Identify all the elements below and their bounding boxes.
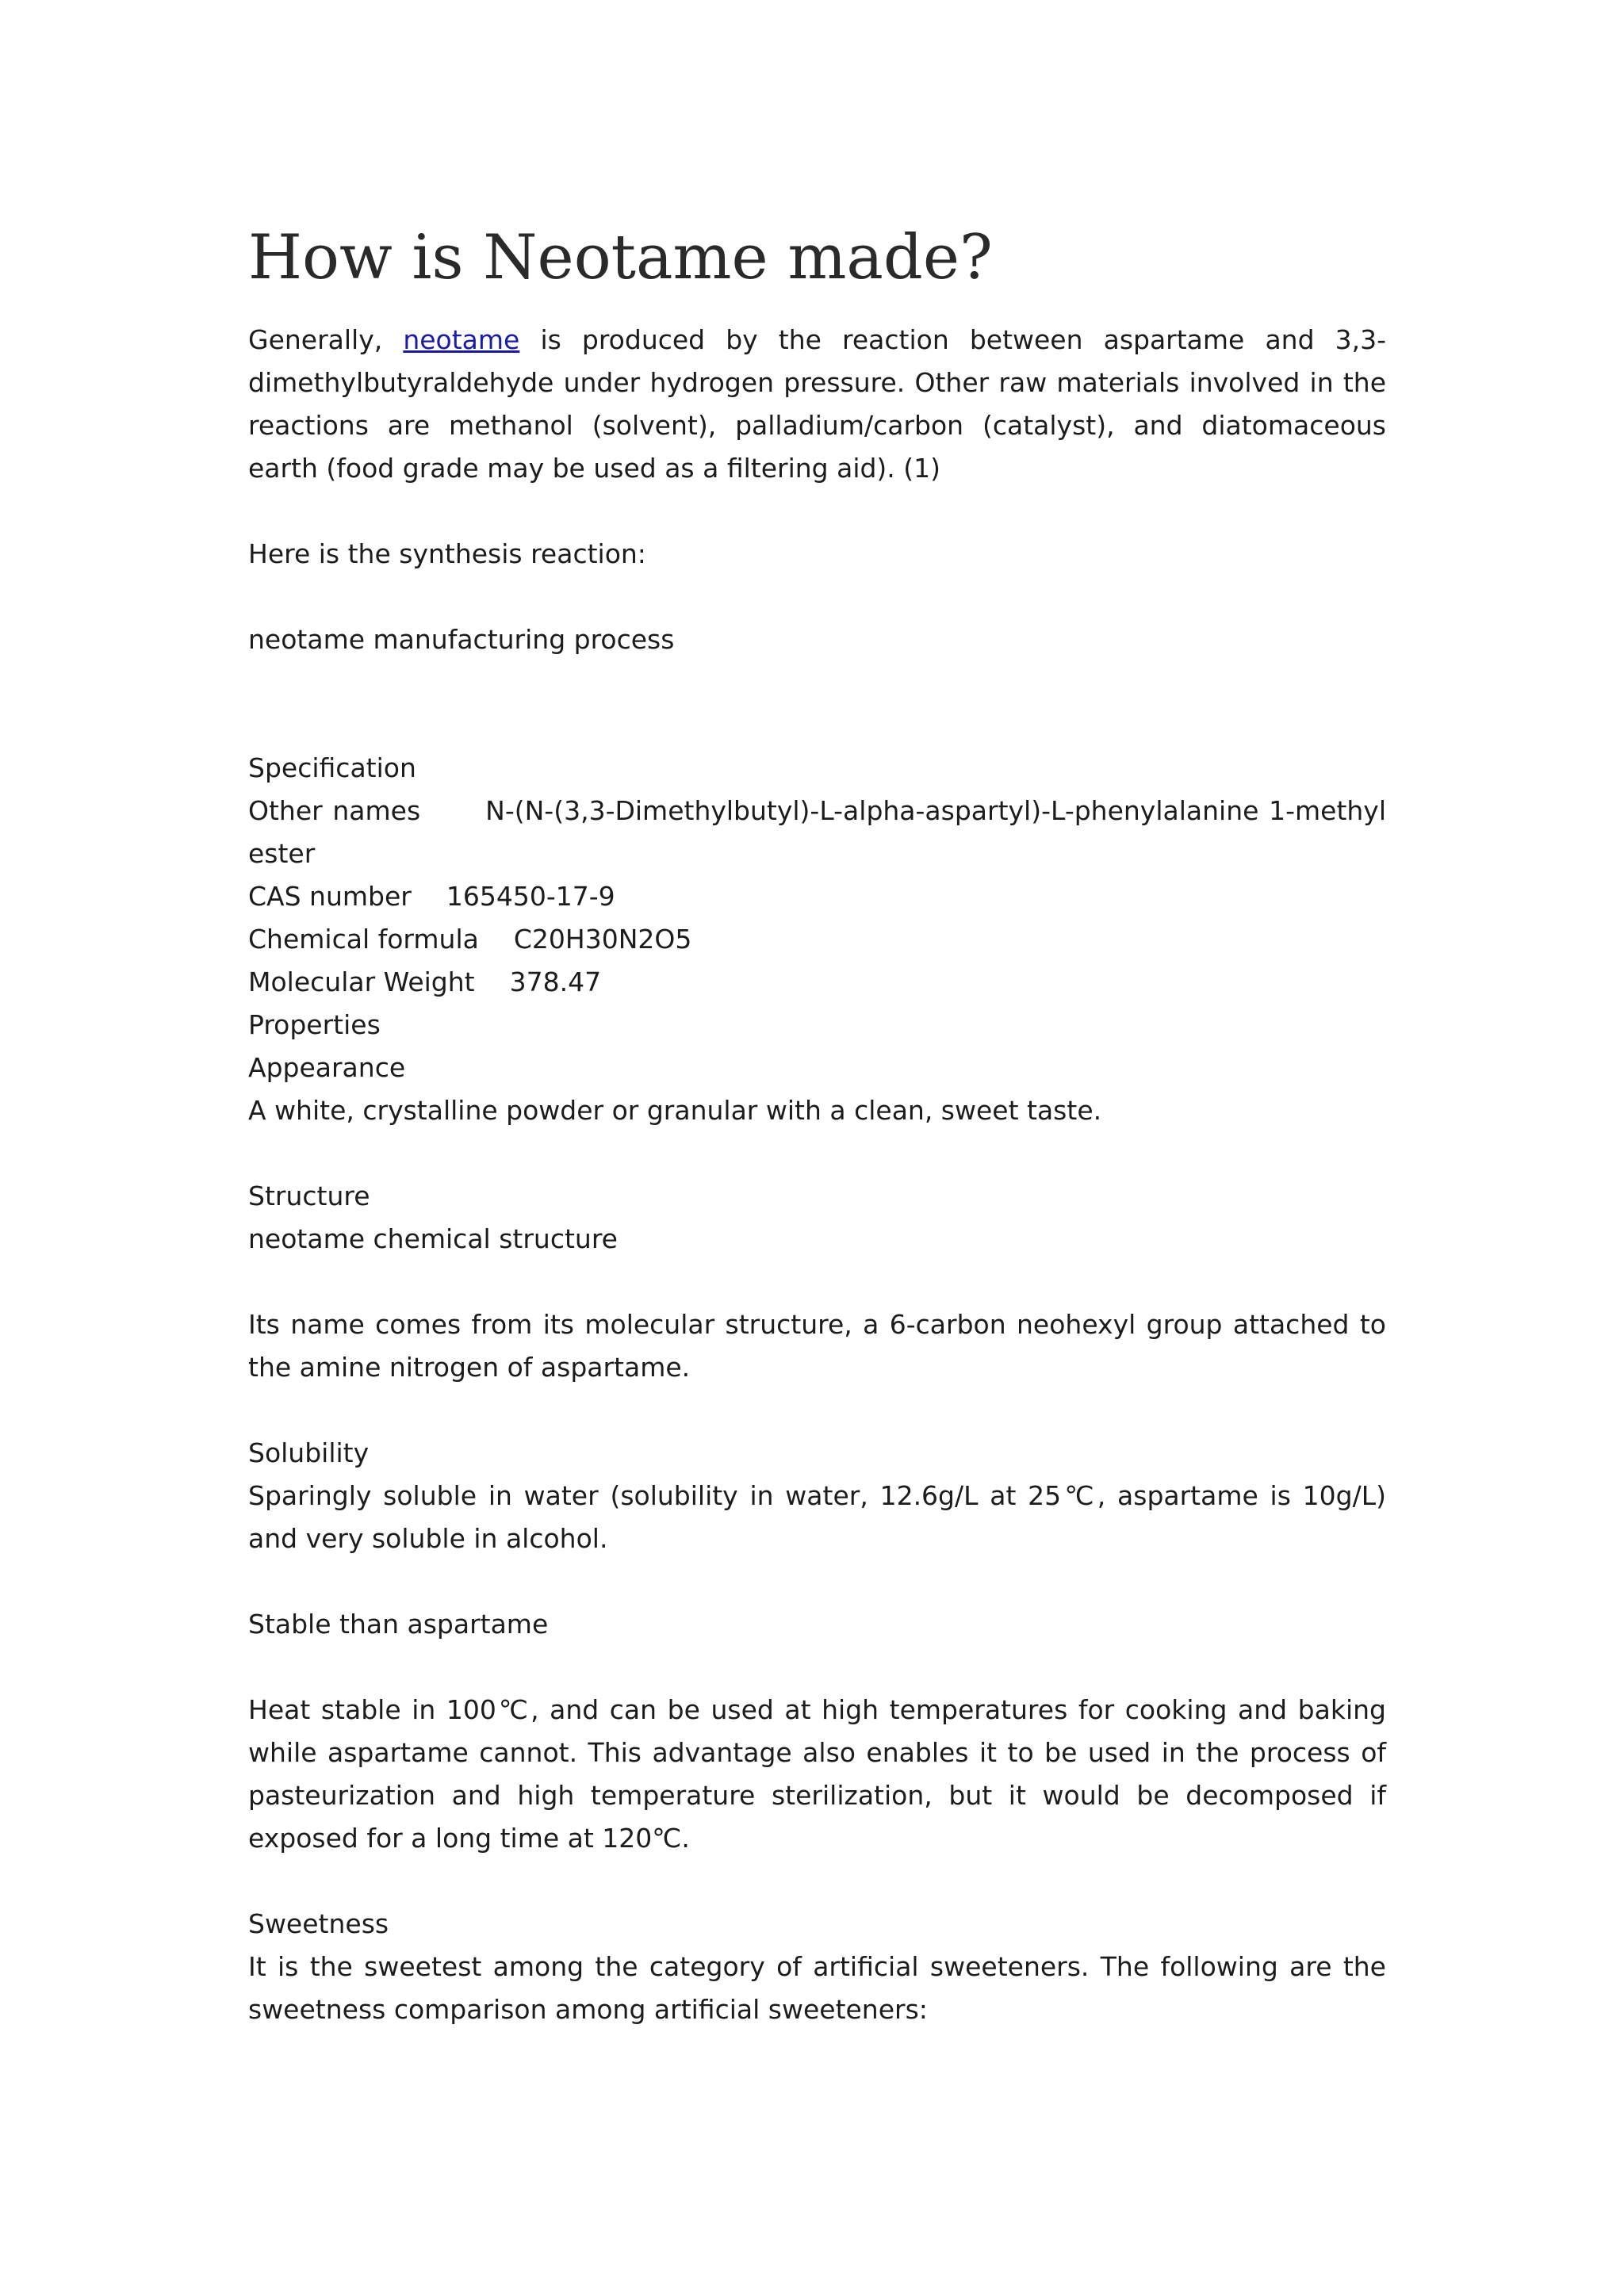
intro-text-rest: is produced by the reaction between aspartame and 3,3-dimethylbutyraldehyde under hydrogen pressure. Other raw materials involved in the reactions are methanol (solvent), palladium/carbon (catalyst), and diatomaceous earth (food grade may be used as a filtering aid). (1) — [248, 324, 1386, 484]
document-page — [248, 214, 1386, 2031]
specification-heading: Specification — [248, 752, 416, 783]
intro-paragraph — [248, 319, 1386, 490]
intro-text-start: Generally, — [248, 324, 404, 355]
cas-row — [248, 875, 1386, 918]
sweetness-heading: Sweetness — [248, 1908, 389, 1939]
name-origin-paragraph: Its name comes from its molecular structure, a 6-carbon neohexyl group attached to the amine nitrogen of aspartame. — [248, 1309, 1386, 1383]
molecular-weight-label: Molecular Weight — [248, 966, 475, 997]
page-title: How is Neotame made? — [248, 222, 993, 293]
solubility-text: Sparingly soluble in water (solubility in water, 12.6g/L at 25℃, aspartame is 10g/L) and very soluble in alcohol. — [248, 1480, 1386, 1554]
appearance-text: A white, crystalline powder or granular with a clean, sweet taste. — [248, 1095, 1102, 1126]
process-image-caption: neotame manufacturing process — [248, 624, 675, 655]
appearance-heading: Appearance — [248, 1052, 406, 1083]
structure-image-caption: neotame chemical structure — [248, 1223, 618, 1254]
formula-label: Chemical formula — [248, 924, 479, 955]
sweetness-text: It is the sweetest among the category of artificial sweeteners. The following are the sweetness comparison among artificial sweeteners: — [248, 1951, 1386, 2025]
molecular-weight-row — [248, 961, 1386, 1004]
other-names-value: N-(N-(3,3-Dimethylbutyl)-L-alpha-aspartyl)-L-phenylalanine 1-methyl ester — [248, 795, 1386, 869]
solubility-heading: Solubility — [248, 1437, 370, 1468]
synthesis-label: Here is the synthesis reaction: — [248, 538, 646, 569]
molecular-weight-value: 378.47 — [509, 966, 602, 997]
structure-heading: Structure — [248, 1181, 370, 1211]
other-names-label: Other names — [248, 795, 421, 826]
properties-heading: Properties — [248, 1009, 381, 1040]
cas-value: 165450-17-9 — [446, 881, 615, 912]
formula-row — [248, 918, 1386, 961]
other-names-row — [248, 790, 1386, 875]
cas-label: CAS number — [248, 881, 412, 912]
stability-heading: Stable than aspartame — [248, 1609, 549, 1640]
neotame-link[interactable]: neotame — [403, 324, 520, 355]
formula-value: C20H30N2O5 — [513, 924, 692, 955]
stability-text: Heat stable in 100℃, and can be used at high temperatures for cooking and baking while aspartame cannot. This advantage also enables it to be used in the process of pasteurization and high temperature sterilization, but it would be decomposed if exposed for a long time at 120℃. — [248, 1694, 1386, 1854]
